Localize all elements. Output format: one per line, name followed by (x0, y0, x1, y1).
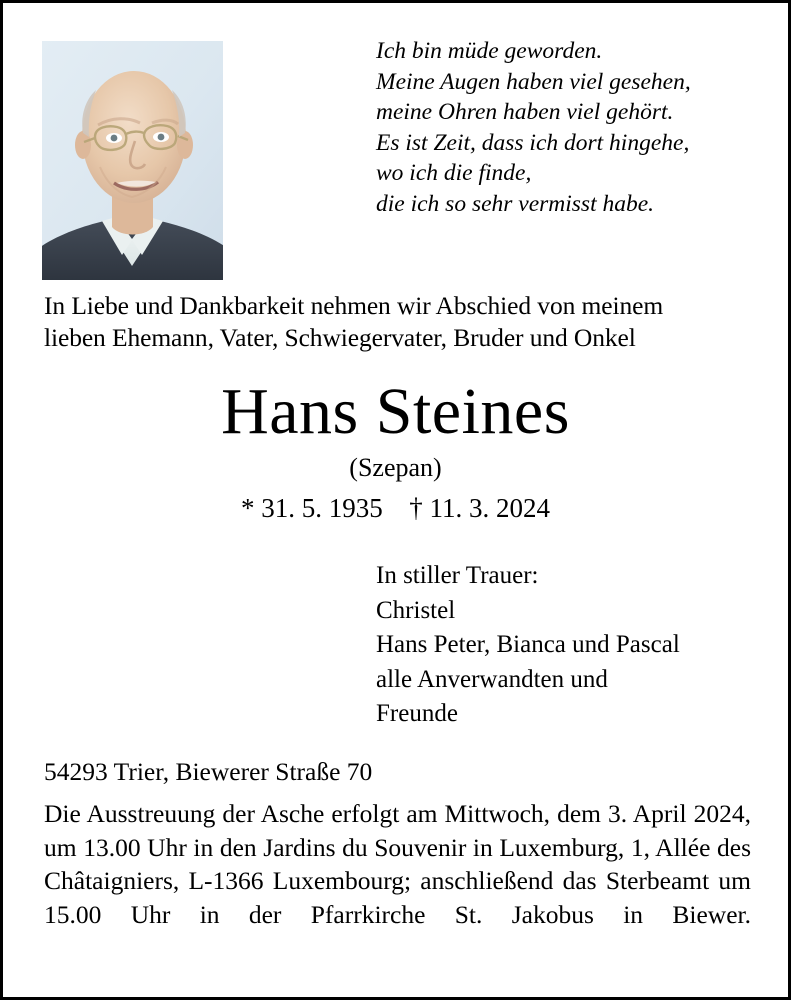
birth-date: 31. 5. 1935 (261, 493, 383, 523)
poem-line-1: Ich bin müde geworden. (376, 38, 603, 64)
death-date: 11. 3. 2024 (429, 493, 550, 523)
mourner-line-3: alle Anverwandten und (376, 665, 608, 693)
intro-paragraph (44, 290, 754, 354)
mourner-line-4: Freunde (376, 700, 458, 727)
poem-line-4: Es ist Zeit, dass ich dort hingehe, (376, 129, 690, 156)
address-line: 54293 Trier, Biewerer Straße 70 (44, 757, 373, 786)
poem-line-2: Meine Augen haben viel gesehen, (376, 68, 691, 95)
deceased-maiden-name: (Szepan) (349, 453, 442, 482)
intro-line-1: In Liebe und Dankbarkeit nehmen wir Abschied von meinem (44, 291, 664, 320)
poem-line-3: meine Ohren haben viel gehört. (376, 99, 674, 125)
mourner-line-1: Christel (376, 596, 456, 624)
portrait-photo (42, 41, 223, 280)
poem-line-6: die ich so sehr vermisst habe. (376, 190, 655, 217)
birth-symbol-icon: * (241, 493, 255, 523)
funeral-details: Die Ausstreuung der Asche erfolgt am Mittwoch, dem 3. April 2024, um 13.00 Uhr in den Jardins du Souvenir in Luxemburg, 1, Allée des Châtaigniers, L-1366 Luxembourg; anschließend das Sterbeamt um 15.00 Uhr in der Pfarrkirche St. Jakobus in Biewer. (44, 799, 751, 929)
mourners-heading: In stiller Trauer: (376, 562, 539, 589)
life-dates (3, 492, 788, 524)
poem-verse (376, 36, 776, 219)
portrait-image (42, 41, 223, 280)
cross-symbol-icon: † (409, 493, 423, 523)
header-area (3, 3, 788, 285)
mourners-block (376, 559, 776, 732)
poem-line-5: wo ich die finde, (376, 160, 532, 186)
intro-line-2: lieben Ehemann, Vater, Schwiegervater, Bruder und Onkel (44, 323, 636, 352)
mourner-line-2: Hans Peter, Bianca und Pascal (376, 631, 680, 658)
deceased-name: Hans Steines (221, 375, 570, 448)
